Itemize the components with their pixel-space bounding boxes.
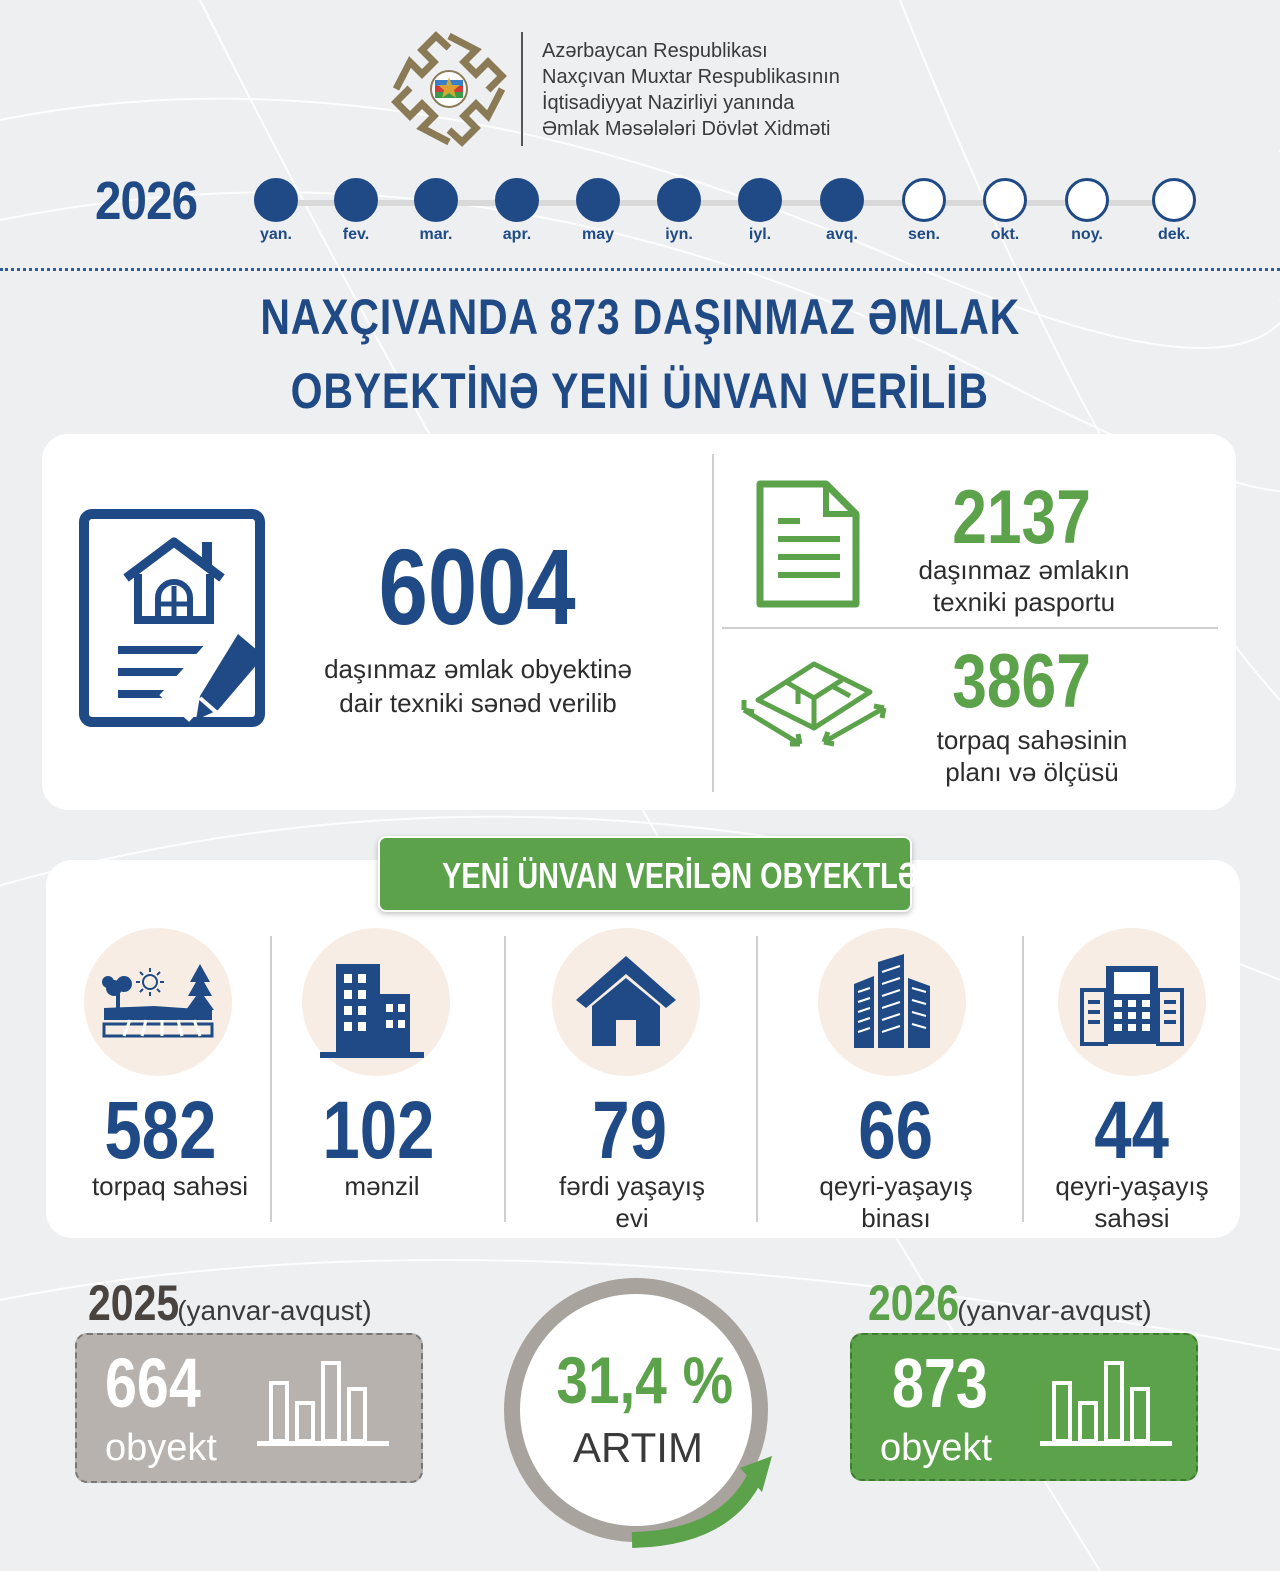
label-line: torpaq sahəsi [91, 1171, 249, 1201]
category-label [776, 1170, 1016, 1234]
skyscraper-icon [818, 928, 966, 1076]
objects-banner: YENİ ÜNVAN VERİLƏN OBYEKTLƏR [378, 836, 912, 912]
total-documents-value: 6004 [378, 526, 576, 647]
label-line: evi [615, 1203, 649, 1233]
agency-name-line: Azərbaycan Respublikası [542, 40, 768, 62]
label-line: qeyri-yaşayış [819, 1171, 973, 1201]
desc-line: texniki pasportu [932, 587, 1116, 617]
document-house-pen-icon [78, 508, 278, 730]
month-label: iyl. [748, 226, 772, 243]
prev-value: 664 [105, 1344, 201, 1422]
prev-period-box [75, 1333, 423, 1483]
agency-logo-icon [388, 30, 510, 148]
month-dot [334, 178, 378, 222]
page-title-line: NAXÇIVANDA 873 DAŞINMAZ ƏMLAK [260, 289, 1020, 345]
category-icon-circle [1058, 928, 1206, 1076]
category-value: 582 [103, 1085, 217, 1176]
month-dot [657, 178, 701, 222]
vertical-divider [756, 936, 758, 1222]
category-icon-circle [552, 928, 700, 1076]
month-dot [1065, 178, 1109, 222]
timeline-month [649, 178, 709, 244]
category-value: 102 [321, 1085, 435, 1176]
timeline-month [568, 178, 628, 244]
page-title-line: OBYEKTİNƏ YENİ ÜNVAN VERİLİB [290, 363, 990, 419]
month-label: may [581, 226, 615, 243]
timeline-month [812, 178, 872, 244]
month-label: apr. [502, 226, 532, 243]
category-icon-circle [818, 928, 966, 1076]
agency-name-line: Əmlak Məsələləri Dövlət Xidməti [542, 118, 831, 140]
prev-period: (yanvar-avqust) [177, 1295, 372, 1326]
curr-period-heading [868, 1274, 1152, 1332]
timeline-month [975, 178, 1035, 244]
prev-unit: obyekt [105, 1427, 217, 1469]
farmland-icon [84, 928, 232, 1076]
month-dot [1152, 178, 1196, 222]
apartment-building-icon [302, 928, 450, 1076]
desc-line: dair texniki sənəd verilib [339, 688, 617, 718]
agency-name-line: İqtisadiyyat Nazirliyi yanında [542, 92, 795, 114]
section-divider [0, 268, 1280, 271]
month-label: dek. [1157, 226, 1190, 243]
office-building-icon [1058, 928, 1206, 1076]
month-label: iyn. [665, 226, 693, 243]
timeline-month [246, 178, 306, 244]
timeline-month [487, 178, 547, 244]
timeline-month [406, 178, 466, 244]
month-label: okt. [990, 226, 1020, 243]
house-icon [552, 928, 700, 1076]
label-line: mənzil [344, 1171, 420, 1201]
category-label [1012, 1170, 1252, 1234]
prev-period-heading [88, 1274, 372, 1332]
timeline-month [894, 178, 954, 244]
category-label [512, 1170, 752, 1234]
category-icon-circle [84, 928, 232, 1076]
month-label: noy. [1071, 226, 1103, 243]
curr-year: 2026 [868, 1275, 960, 1331]
month-label: avq. [825, 226, 858, 243]
land-plan-value: 3867 [952, 639, 1092, 724]
bar-chart-icon [257, 1353, 389, 1449]
agency-name-line: Naxçıvan Muxtar Respublikasının [542, 66, 840, 88]
agency-name [542, 38, 840, 142]
month-dot [414, 178, 458, 222]
month-dot [576, 178, 620, 222]
horizontal-divider [722, 627, 1218, 629]
passport-desc [864, 554, 1184, 618]
month-dot [902, 178, 946, 222]
curr-unit: obyekt [880, 1427, 992, 1469]
curr-period: (yanvar-avqust) [957, 1295, 1152, 1326]
desc-line: daşınmaz əmlakın [918, 555, 1130, 585]
timeline-month [1144, 178, 1204, 244]
label-line: sahəsi [1094, 1203, 1170, 1233]
timeline-month [1057, 178, 1117, 244]
timeline-year: 2026 [95, 171, 198, 231]
desc-line: daşınmaz əmlak obyektinə [324, 654, 632, 684]
timeline-month [730, 178, 790, 244]
category-icon-circle [302, 928, 450, 1076]
month-dot [983, 178, 1027, 222]
desc-line: planı və ölçüsü [945, 757, 1119, 787]
land-plan-icon [738, 656, 888, 748]
month-label: mar. [419, 226, 453, 243]
total-documents-desc [278, 652, 678, 720]
bar-chart-icon [1040, 1353, 1172, 1449]
header [388, 30, 908, 148]
month-label: yan. [259, 226, 292, 243]
curr-value: 873 [892, 1344, 988, 1422]
curr-period-box [850, 1333, 1198, 1481]
growth-label: ARTIM [573, 1424, 703, 1471]
technical-passport-icon [756, 480, 860, 608]
growth-value: 31,4 % [556, 1343, 734, 1417]
timeline-month [326, 178, 386, 244]
category-label [262, 1170, 502, 1202]
label-line: binası [861, 1203, 931, 1233]
header-divider [521, 32, 523, 146]
category-value: 44 [1094, 1085, 1170, 1176]
vertical-divider [712, 454, 714, 792]
category-value: 66 [858, 1085, 934, 1176]
label-line: fərdi yaşayış [559, 1171, 705, 1201]
category-label [50, 1170, 290, 1202]
documents-card [42, 434, 1236, 810]
passport-value: 2137 [952, 475, 1092, 560]
month-dot [495, 178, 539, 222]
month-dot [820, 178, 864, 222]
category-value: 79 [592, 1085, 668, 1176]
prev-year: 2025 [88, 1275, 180, 1331]
vertical-divider [504, 936, 506, 1222]
desc-line: torpaq sahəsinin [936, 725, 1128, 755]
label-line: qeyri-yaşayış [1055, 1171, 1209, 1201]
month-dot [738, 178, 782, 222]
growth-ring [500, 1270, 780, 1566]
month-label: fev. [342, 226, 370, 243]
month-label: sen. [907, 226, 940, 243]
land-plan-desc [872, 724, 1192, 788]
month-dot [254, 178, 298, 222]
